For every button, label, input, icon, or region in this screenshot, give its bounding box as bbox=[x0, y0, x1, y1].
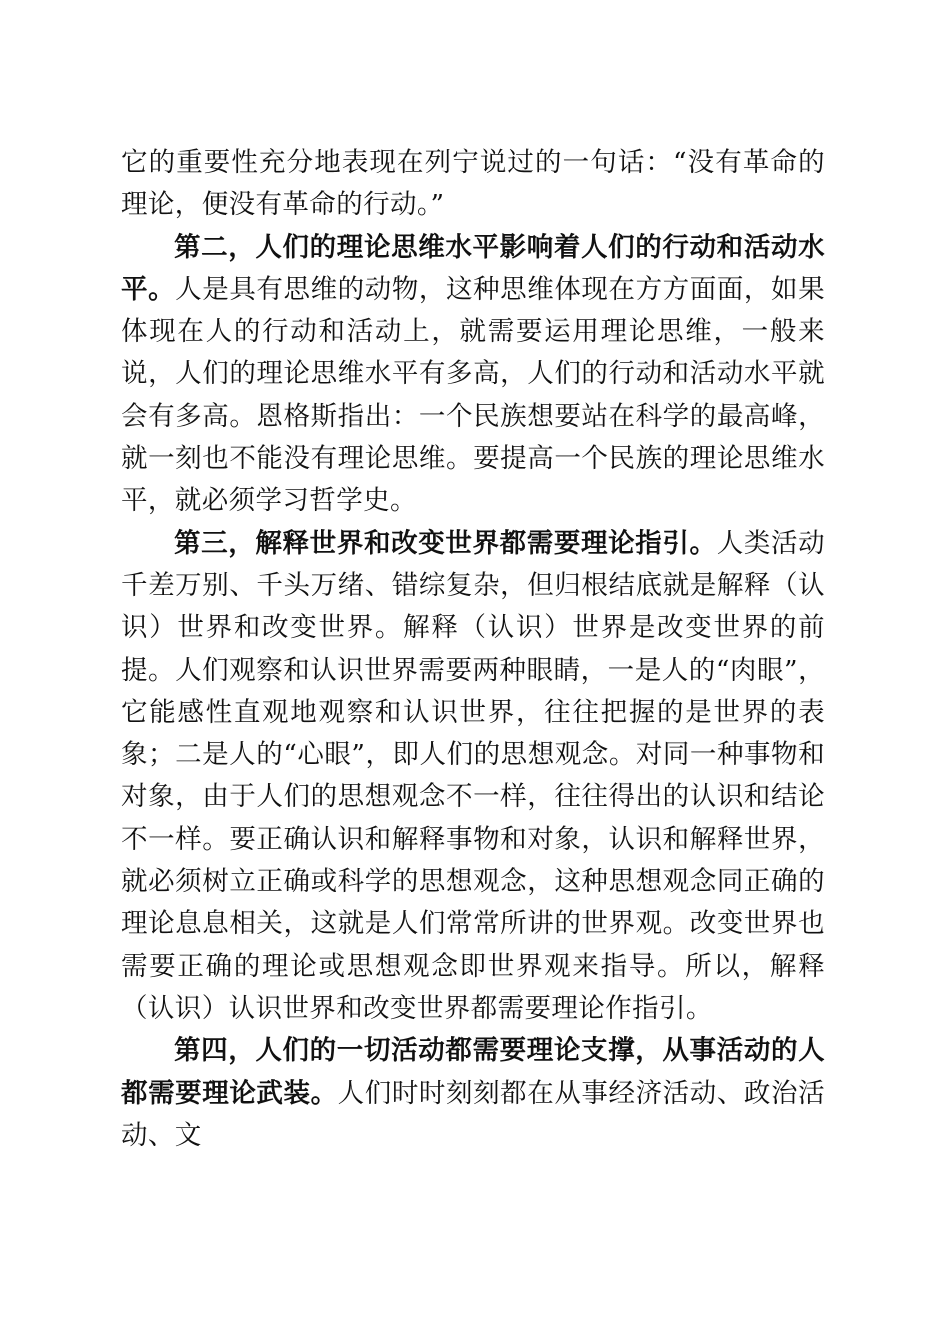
paragraph-2-text: 人是具有思维的动物，这种思维体现在方方面面，如果体现在人的行动和活动上，就需要运用理论思维，一般来说，人们的理论思维水平有多高，人们的行动和活动水平就会有多高。恩格斯指出：一个民族想要站在科学的最高峰，就一刻也不能没有理论思维。要提高一个民族的理论思维水平，就必须学习哲学史。 bbox=[121, 273, 825, 517]
paragraph-3 bbox=[121, 523, 825, 1031]
paragraph-4-heading: 第四，人们的一切活动都需要理论支撑，从事活动的人都需要理论武装。 bbox=[121, 1035, 825, 1109]
paragraph-2 bbox=[121, 227, 825, 523]
paragraph-4 bbox=[121, 1030, 825, 1157]
paragraph-4-text: 人们时时刻刻都在从事经济活动、政治活动、文 bbox=[121, 1077, 825, 1151]
paragraph-3-heading: 第三，解释世界和改变世界都需要理论指引。 bbox=[174, 527, 717, 559]
paragraph-3-text: 人类活动千差万别、千头万绪、错综复杂，但归根结底就是解释（认识）世界和改变世界。解释（认识）世界是改变世界的前提。人们观察和认识世界需要两种眼睛，一是人的“肉眼”，它能感性直观地观察和认识世界，往往把握的是世界的表象；二是人的“心眼”，即人们的思想观念。对同一种事物和对象，由于人们的思想观念不一样，往往得出的认识和结论不一样。要正确认识和解释事物和对象，认识和解释世界，就必须树立正确或科学的思想观念，这种思想观念同正确的理论息息相关，这就是人们常常所讲的世界观。改变世界也需要正确的理论或思想观念即世界观来指导。所以，解释（认识）认识世界和改变世界都需要理论作指引。 bbox=[121, 527, 825, 1024]
paragraph-2-heading: 第二，人们的理论思维水平影响着人们的行动和活动水平。 bbox=[121, 231, 825, 305]
paragraph-1-text: 它的重要性充分地表现在列宁说过的一句话：“没有革命的理论，便没有革命的行动。” bbox=[121, 147, 825, 221]
document-body bbox=[121, 142, 825, 1157]
paragraph-1 bbox=[121, 142, 825, 227]
